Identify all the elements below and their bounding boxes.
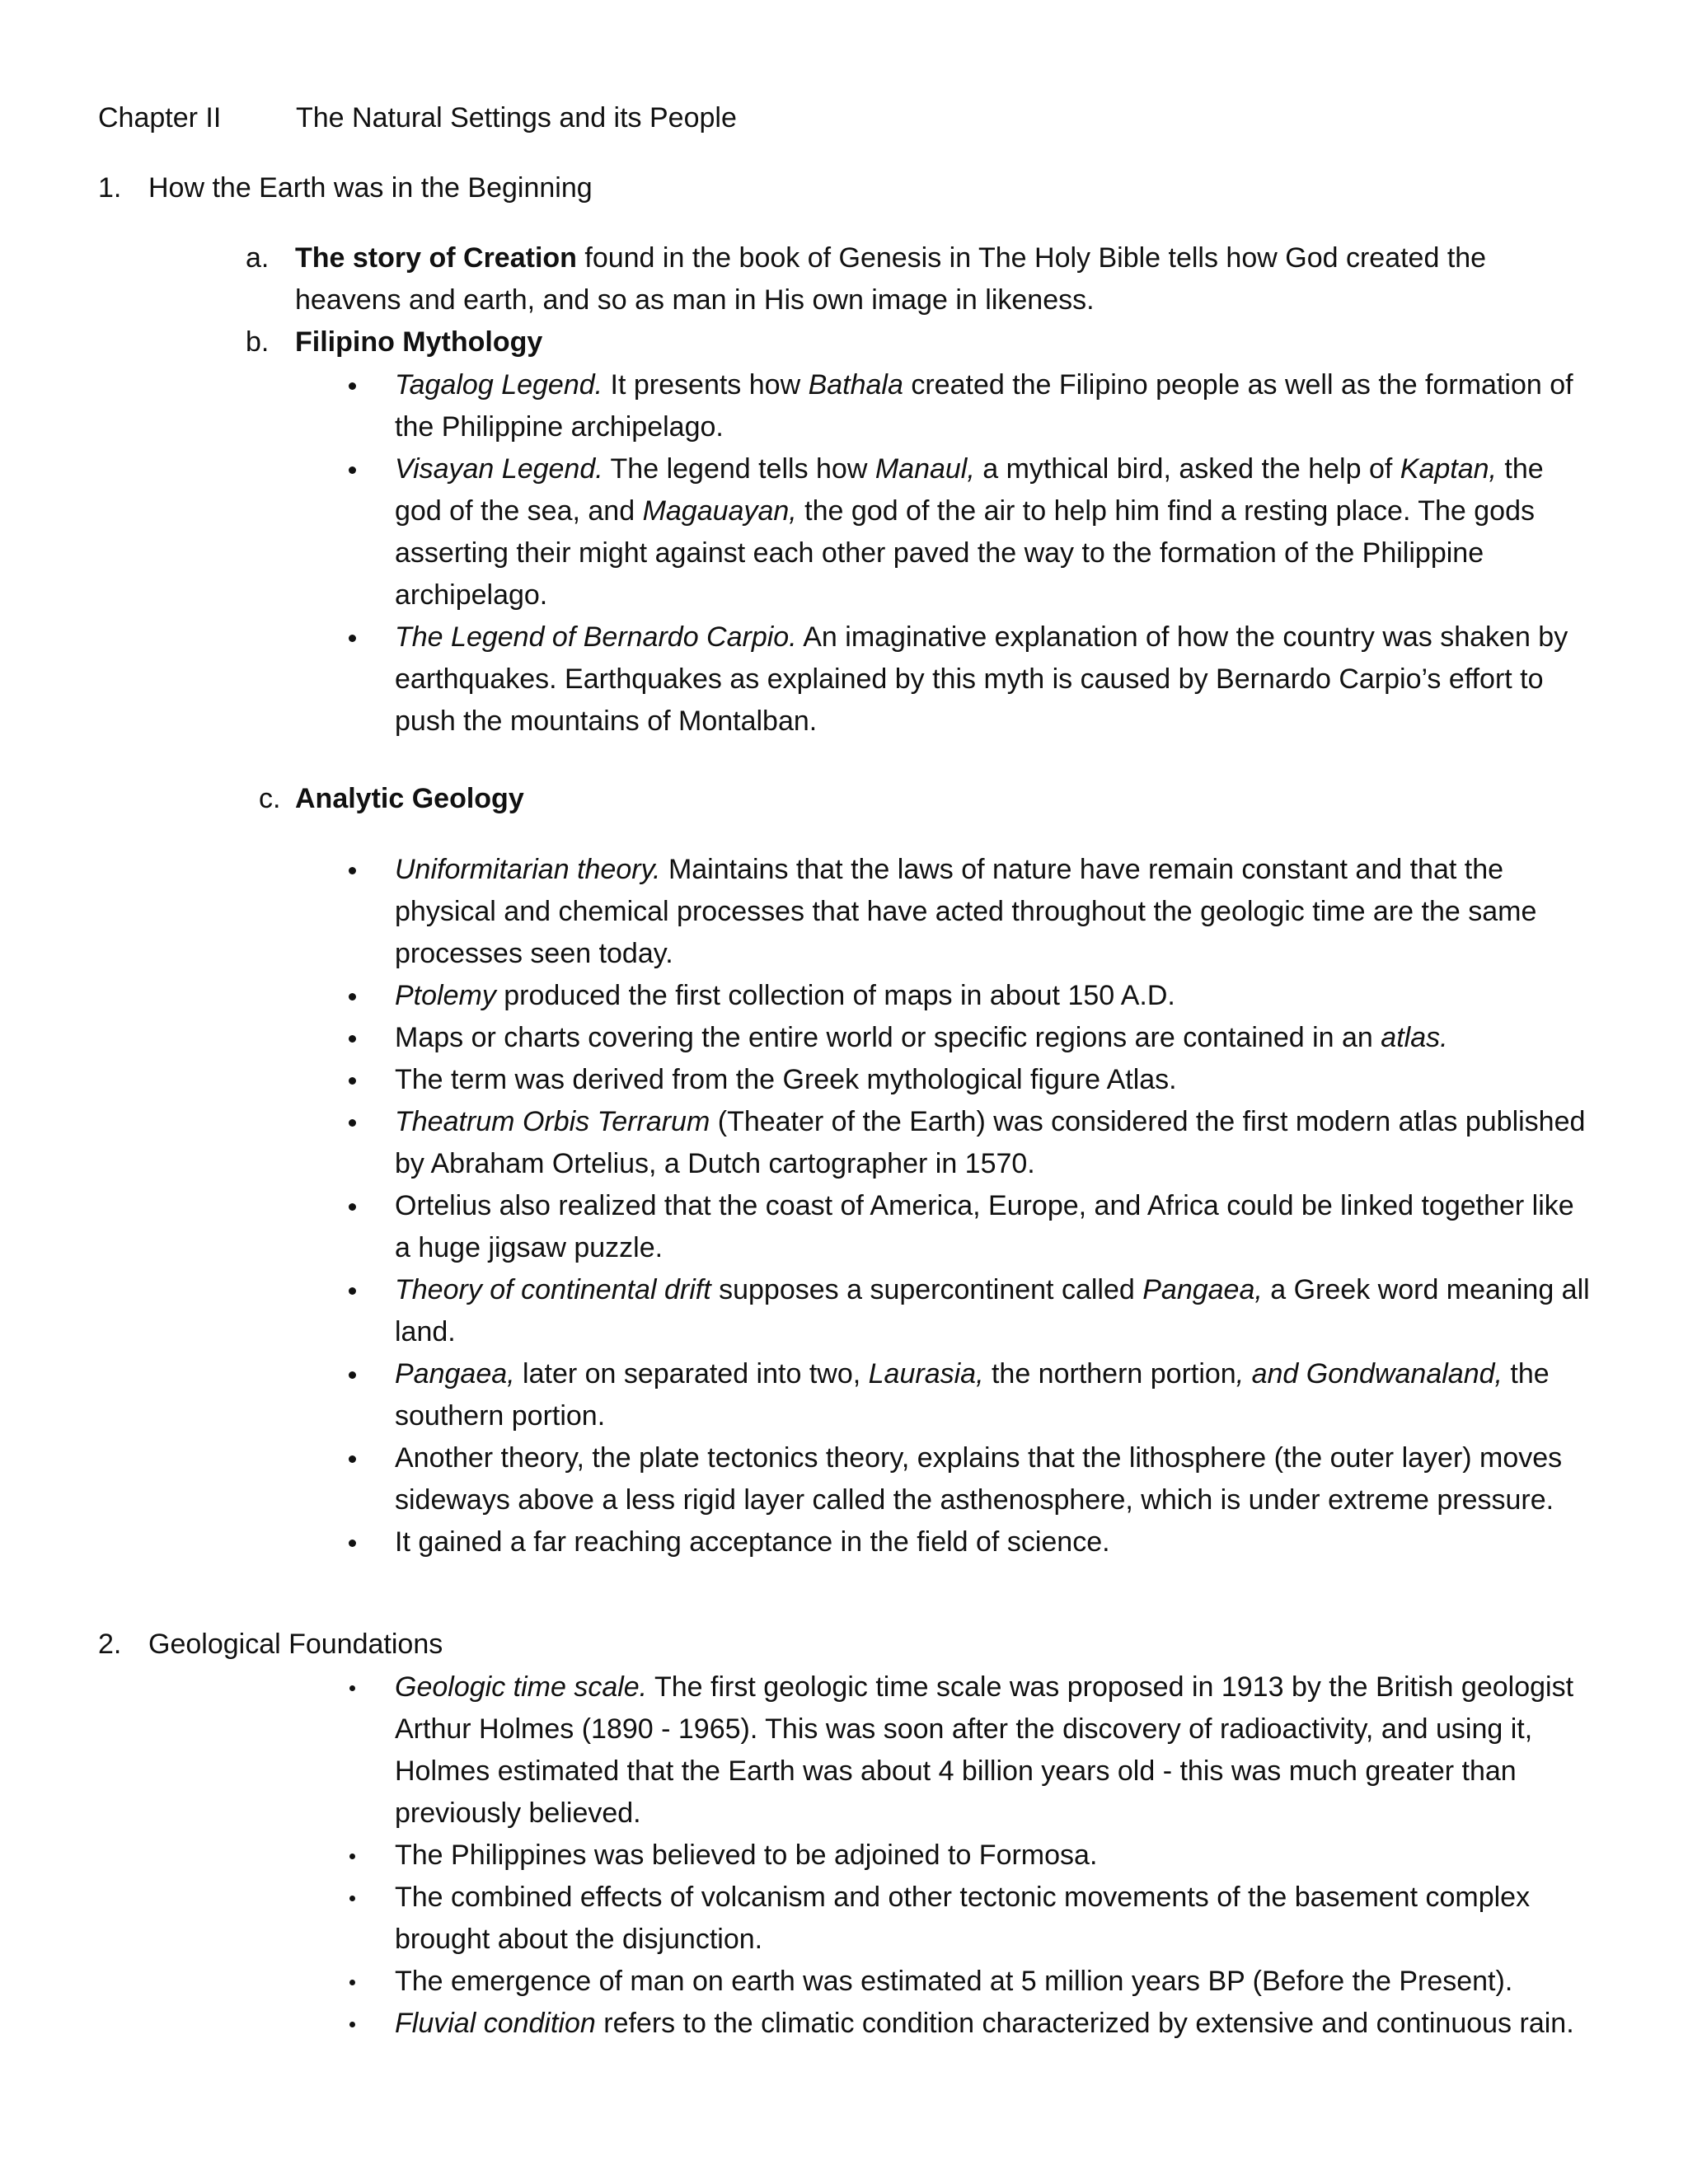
list-item: The Philippines was believed to be adjoined to Formosa. <box>395 1835 1590 1877</box>
section-2-number: 2. <box>98 1629 122 1660</box>
list-item: Tagalog Legend. It presents how Bathala created the Filipino people as well as the formation of the Philippine archipelago. <box>395 364 1590 448</box>
list-item: Ptolemy produced the first collection of maps in about 150 A.D. <box>395 975 1590 1017</box>
list-item: Another theory, the plate tectonics theory, explains that the lithosphere (the outer layer) moves sideways above a less rigid layer called the asthenosphere, which is under extreme pressure. <box>395 1437 1590 1521</box>
item-a-bold: The story of Creation <box>295 242 577 274</box>
list-item: Visayan Legend. The legend tells how Manaul, a mythical bird, asked the help of Kaptan, the god of the sea, and Magauayan, the god of the air to help him find a resting place. The gods asserting their might against each other paved the way to the formation of the Philippine archipelago. <box>395 448 1590 616</box>
list-item: Fluvial condition refers to the climatic condition characterized by extensive and continuous rain. <box>395 2003 1590 2045</box>
section-1-heading <box>98 167 593 209</box>
list-item: Maps or charts covering the entire world or specific regions are contained in an atlas. <box>395 1017 1590 1059</box>
mythology-list <box>0 364 1688 743</box>
item-c-label: c. <box>259 783 281 814</box>
list-item: Ortelius also realized that the coast of America, Europe, and Africa could be linked together like a huge jigsaw puzzle. <box>395 1185 1590 1269</box>
chapter-label: Chapter II <box>98 102 222 134</box>
section-1-title: How the Earth was in the Beginning <box>148 172 593 204</box>
list-item: The Legend of Bernardo Carpio. An imaginative explanation of how the country was shaken by earthquakes. Earthquakes as explained by this myth is caused by Bernardo Carpio’s effort to push the mountains of Montalban. <box>395 616 1590 743</box>
item-b <box>246 321 1597 363</box>
item-a-label: a. <box>246 242 270 274</box>
list-item: The combined effects of volcanism and other tectonic movements of the basement complex brought about the disjunction. <box>395 1877 1590 1961</box>
foundations-list <box>0 1666 1688 2045</box>
list-item: It gained a far reaching acceptance in the field of science. <box>395 1521 1590 1563</box>
chapter-header <box>98 97 737 139</box>
chapter-title: The Natural Settings and its People <box>296 102 737 134</box>
item-b-heading: Filipino Mythology <box>295 326 543 358</box>
list-item: The term was derived from the Greek mythological figure Atlas. <box>395 1059 1590 1101</box>
geology-list <box>0 849 1688 1563</box>
item-b-label: b. <box>246 326 270 358</box>
item-c <box>246 778 1597 820</box>
section-1-number: 1. <box>98 172 122 204</box>
item-c-heading: Analytic Geology <box>295 783 524 814</box>
item-a-text: The story of Creation found in the book of Genesis in The Holy Bible tells how God created the heavens and earth, and so as man in His own image in likeness. <box>295 242 1487 316</box>
list-item: Uniformitarian theory. Maintains that the laws of nature have remain constant and that the physical and chemical processes that have acted throughout the geologic time are the same processes seen today. <box>395 849 1590 975</box>
section-2-heading <box>98 1624 443 1666</box>
section-2-title: Geological Foundations <box>148 1629 443 1660</box>
list-item: The emergence of man on earth was estimated at 5 million years BP (Before the Present). <box>395 1961 1590 2003</box>
item-a <box>246 237 1597 321</box>
list-item: Theatrum Orbis Terrarum (Theater of the Earth) was considered the first modern atlas published by Abraham Ortelius, a Dutch cartographer in 1570. <box>395 1101 1590 1185</box>
list-item: Geologic time scale. The first geologic time scale was proposed in 1913 by the British geologist Arthur Holmes (1890 - 1965). This was soon after the discovery of radioactivity, and using it, Holmes estimated that the Earth was about 4 billion years old - this was much greater than previously believed. <box>395 1666 1590 1835</box>
list-item: Pangaea, later on separated into two, Laurasia, the northern portion, and Gondwanaland, the southern portion. <box>395 1353 1590 1437</box>
list-item: Theory of continental drift supposes a supercontinent called Pangaea, a Greek word meaning all land. <box>395 1269 1590 1353</box>
